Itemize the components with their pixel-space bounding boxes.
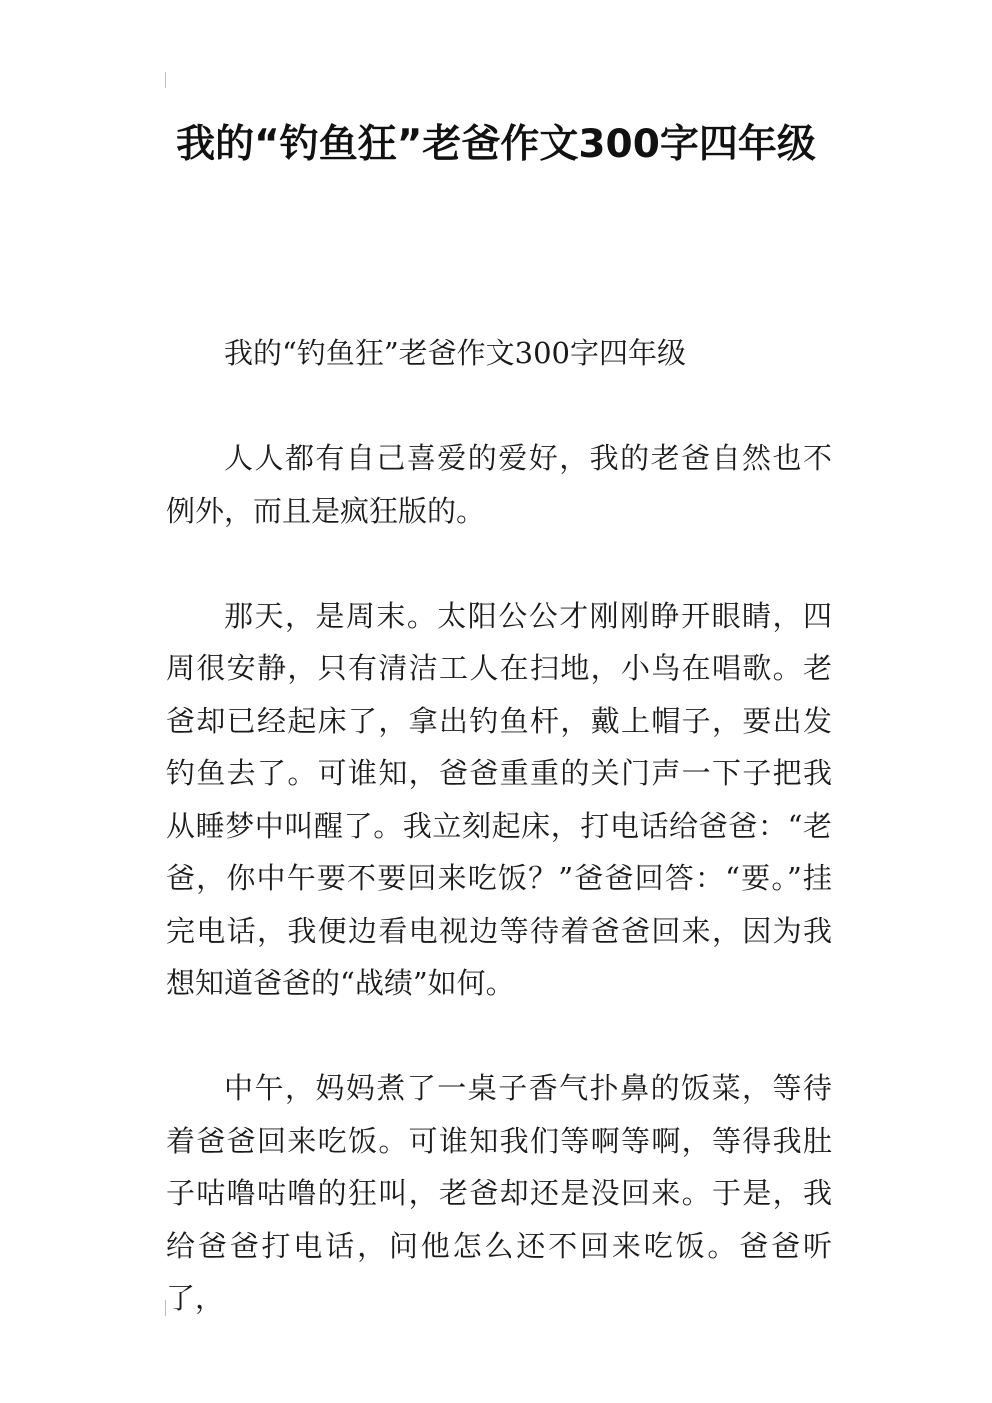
paragraph-2: 那天，是周末。太阳公公才刚刚睁开眼睛，四周很安静，只有清洁工人在扫地，小鸟在唱歌。老爸却已经起床了，拿出钓鱼杆，戴上帽子，要出发钓鱼去了。可谁知，爸爸重重的关门声一下子把我从睡梦中叫醒了。我立刻起床，打电话给爸爸：“老爸，你中午要不要回来吃饭？”爸爸回答：“要。”挂完电话，我便边看电视边等待着爸爸回来，因为我想知道爸爸的“战绩”如何。 — [166, 598, 832, 1000]
document-title: 我的“钓鱼狂”老爸作文300字四年级 — [176, 122, 816, 167]
subtitle-paragraph: 我的“钓鱼狂”老爸作文300字四年级 — [224, 336, 687, 370]
paragraph-3: 中午，妈妈煮了一桌子香气扑鼻的饭菜，等待着爸爸回来吃饭。可谁知我们等啊等啊，等得我肚子咕噜咕噜的狂叫，老爸却还是没回来。于是，我给爸爸打电话，问他怎么还不回来吃饭。爸爸听了， — [166, 1071, 832, 1315]
bottom-corner-mark — [165, 1300, 166, 1316]
paragraph-1: 人人都有自己喜爱的爱好，我的老爸自然也不例外，而且是疯狂版的。 — [166, 441, 832, 528]
top-corner-mark — [165, 72, 166, 88]
document-body — [166, 327, 832, 1377]
